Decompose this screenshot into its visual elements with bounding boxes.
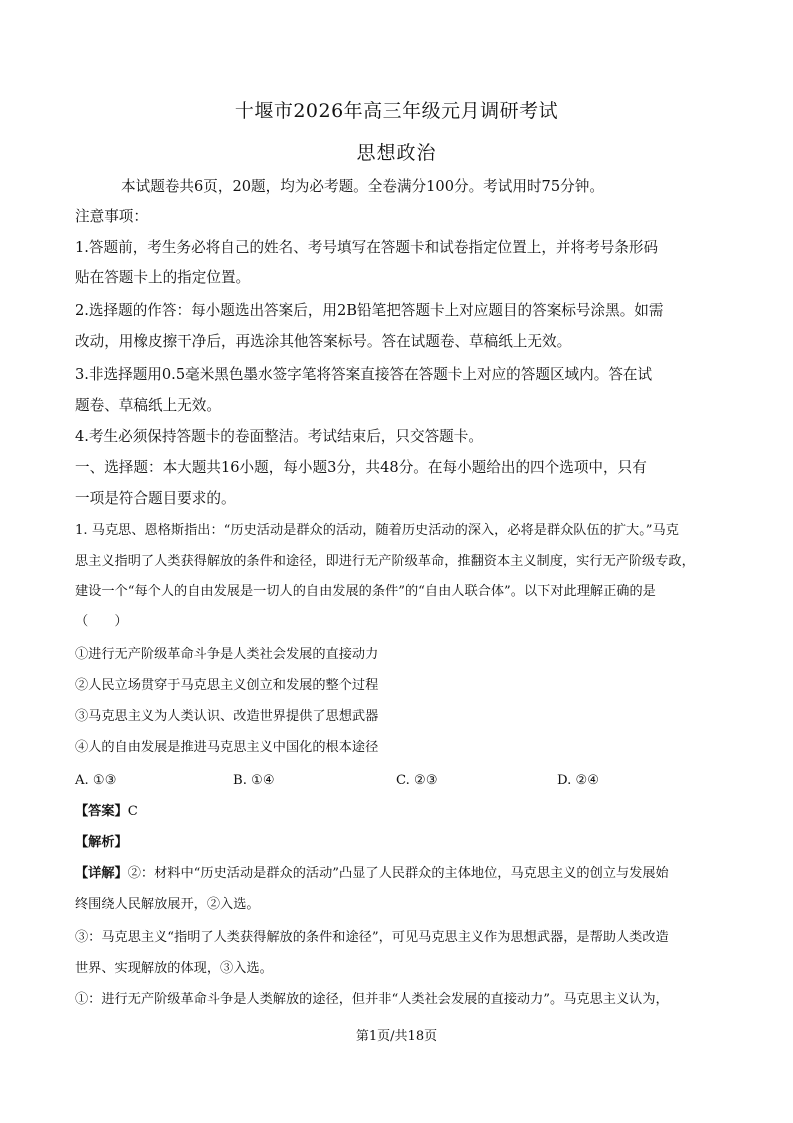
- detail-line: 终围绕人民解放展开，②入选。: [75, 897, 260, 912]
- question-stem: （ ）: [75, 614, 128, 629]
- statement: ③马克思主义为人类认识、改造世界提供了思想武器: [75, 709, 379, 724]
- question-stem: 建设一个“每个人的自由发展是一切人的自由发展的条件”的“自由人联合体”。以下对此理解正确的是: [75, 584, 656, 599]
- answer-value: C: [127, 804, 138, 819]
- question-stem: 1. 马克思、恩格斯指出：“历史活动是群众的活动，随着历史活动的深入，必将是群众队伍的扩大。”马克: [75, 523, 679, 538]
- notice-line: 贴在答题卡上的指定位置。: [75, 269, 251, 286]
- notice-line: 2.选择题的作答：每小题选出答案后，用2B铅笔把答题卡上对应题目的答案标号涂黑。如需: [75, 302, 664, 319]
- option-c: C. ②③: [396, 773, 438, 788]
- detail-line: ①：进行无产阶级革命斗争是人类解放的途径，但并非“人类社会发展的直接动力”。马克思主义认为，: [75, 992, 669, 1007]
- detail-line: 世界、实现解放的体现，③入选。: [75, 961, 273, 976]
- notice-heading: 注意事项：: [75, 208, 148, 225]
- detail-line: ③：马克思主义“指明了人类获得解放的条件和途径”，可见马克思主义作为思想武器，是帮助人类改造: [75, 930, 669, 945]
- notice-line: 4.考生必须保持答题卡的卷面整洁。考试结束后，只交答题卡。: [75, 428, 483, 445]
- page-number: 第1页/共18页: [355, 1029, 438, 1044]
- section-heading: 一项是符合题目要求的。: [75, 490, 236, 507]
- statement: ④人的自由发展是推进马克思主义中国化的根本途径: [75, 740, 379, 755]
- detail-line: 【详解】②：材料中“历史活动是群众的活动”凸显了人民群众的主体地位，马克思主义的创立与发展始: [75, 866, 669, 881]
- detail-tag: 【详解】: [75, 866, 128, 881]
- answer-line: [75, 803, 725, 821]
- statement: ②人民立场贯穿于马克思主义创立和发展的整个过程: [75, 678, 379, 693]
- notice-line: 题卷、草稿纸上无效。: [75, 397, 221, 414]
- analysis-tag: 【解析】: [75, 835, 128, 850]
- option-d: D. ②④: [557, 773, 600, 788]
- notice-line: 1.答题前，考生务必将自己的姓名、考号填写在答题卡和试卷指定位置上，并将考号条形码: [75, 239, 659, 256]
- option-a: A. ①③: [75, 773, 117, 788]
- exam-title: 十堰市2026年高三年级元月调研考试: [234, 100, 559, 122]
- statement: ①进行无产阶级革命斗争是人类社会发展的直接动力: [75, 647, 379, 662]
- exam-subject: 思想政治: [356, 142, 437, 164]
- option-b: B. ①④: [233, 773, 275, 788]
- notice-line: 改动，用橡皮擦干净后，再选涂其他答案标号。答在试题卷、草稿纸上无效。: [75, 333, 572, 350]
- question-stem: 思主义指明了人类获得解放的条件和途径，即进行无产阶级革命，推翻资本主义制度，实行无产阶级专政，: [75, 554, 695, 569]
- section-heading: 一、选择题：本大题共16小题，每小题3分，共48分。在每小题给出的四个选项中，只有: [75, 459, 647, 476]
- notice-line: 3.非选择题用0.5毫米黑色墨水签字笔将答案直接答在答题卡上对应的答题区域内。答在试: [75, 366, 653, 383]
- answer-tag: 【答案】: [75, 804, 128, 819]
- intro-text: 本试题卷共6页，20题，均为必考题。全卷满分100分。考试用时75分钟。: [121, 178, 604, 195]
